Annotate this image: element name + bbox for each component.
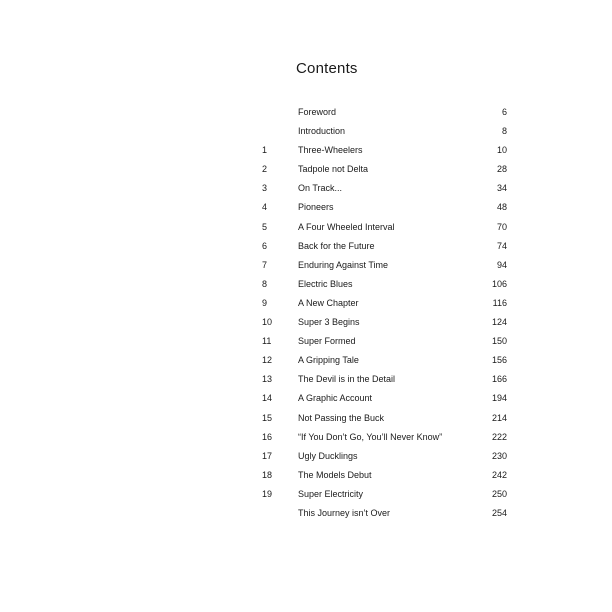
chapter-title: Back for the Future [298, 240, 375, 251]
page-title: Contents [296, 60, 358, 77]
toc-entry [0, 313, 612, 332]
toc-entry [0, 428, 612, 447]
chapter-number: 12 [262, 355, 273, 366]
chapter-title: The Devil is in the Detail [298, 374, 396, 385]
page-number: 230 [491, 450, 507, 461]
chapter-number: 13 [262, 374, 273, 385]
chapter-number: 1 [262, 145, 268, 156]
page-number: 156 [491, 355, 507, 366]
toc-entry [0, 294, 612, 313]
chapter-title: Tadpole not Delta [298, 164, 369, 175]
toc-entry [0, 447, 612, 466]
toc-entry [0, 275, 612, 294]
chapter-title: Electric Blues [298, 278, 353, 289]
toc-entry [0, 389, 612, 408]
chapter-number: 3 [262, 183, 268, 194]
chapter-title: A Four Wheeled Interval [298, 221, 395, 232]
page-number: 106 [491, 278, 507, 289]
chapter-number: 4 [262, 202, 268, 213]
page-number: 194 [491, 393, 507, 404]
chapter-number: 6 [262, 240, 268, 251]
toc-entry [0, 504, 612, 523]
chapter-number: 5 [262, 221, 268, 232]
chapter-title: This Journey isn’t Over [298, 507, 391, 518]
page-number: 124 [491, 317, 507, 328]
page-number: 28 [496, 164, 507, 175]
page-number: 8 [501, 126, 507, 137]
chapter-title: Pioneers [298, 202, 334, 213]
chapter-number: 15 [262, 412, 273, 423]
chapter-title: Ugly Ducklings [298, 450, 358, 461]
page-number: 34 [496, 183, 507, 194]
toc-entry [0, 160, 612, 179]
page-number: 6 [501, 107, 507, 117]
chapter-number: 17 [262, 450, 273, 461]
page-number: 166 [491, 374, 507, 385]
toc-entry [0, 218, 612, 237]
toc-entry [0, 409, 612, 428]
chapter-title: Super 3 Begins [298, 317, 360, 328]
page-number: 254 [491, 507, 507, 518]
chapter-title: A New Chapter [298, 297, 359, 308]
toc-entry [0, 485, 612, 504]
toc-entry [0, 351, 612, 370]
toc-entry [0, 103, 612, 122]
chapter-number: 7 [262, 259, 268, 270]
page-number: 74 [496, 240, 507, 251]
chapter-title: Enduring Against Time [298, 259, 389, 270]
chapter-number: 8 [262, 278, 268, 289]
chapter-number: 11 [262, 336, 272, 347]
chapter-title: The Models Debut [298, 469, 372, 480]
page-number: 48 [496, 202, 507, 213]
chapter-title: “If You Don’t Go, You’ll Never Know” [298, 431, 443, 442]
chapter-title: Three-Wheelers [298, 145, 363, 156]
toc-entry [0, 370, 612, 389]
page-number: 10 [496, 145, 507, 156]
chapter-title: A Gripping Tale [298, 355, 359, 366]
toc-entry [0, 122, 612, 141]
toc-entry [0, 237, 612, 256]
page-number: 116 [492, 297, 507, 308]
table-of-contents [0, 103, 612, 523]
chapter-title: Super Formed [298, 336, 356, 347]
chapter-title: Introduction [298, 126, 346, 137]
chapter-title: Foreword [298, 107, 337, 117]
page-number: 214 [491, 412, 507, 423]
chapter-number: 18 [262, 469, 273, 480]
page-number: 150 [491, 336, 507, 347]
chapter-title: A Graphic Account [298, 393, 373, 404]
chapter-number: 16 [262, 431, 273, 442]
toc-entry [0, 141, 612, 160]
toc-entry [0, 332, 612, 351]
chapter-number: 14 [262, 393, 273, 404]
chapter-number: 2 [262, 164, 268, 175]
page-number: 222 [491, 431, 507, 442]
toc-entry [0, 466, 612, 485]
page-number: 242 [491, 469, 507, 480]
chapter-number: 9 [262, 297, 268, 308]
page-number: 250 [491, 488, 507, 499]
page-number: 70 [496, 221, 507, 232]
chapter-title: Not Passing the Buck [298, 412, 385, 423]
chapter-number: 19 [262, 488, 273, 499]
chapter-title: Super Electricity [298, 488, 364, 499]
chapter-title: On Track... [298, 183, 343, 194]
chapter-number: 10 [262, 317, 273, 328]
page-number: 94 [496, 259, 507, 270]
toc-entry [0, 256, 612, 275]
toc-entry [0, 179, 612, 198]
toc-entry [0, 198, 612, 217]
